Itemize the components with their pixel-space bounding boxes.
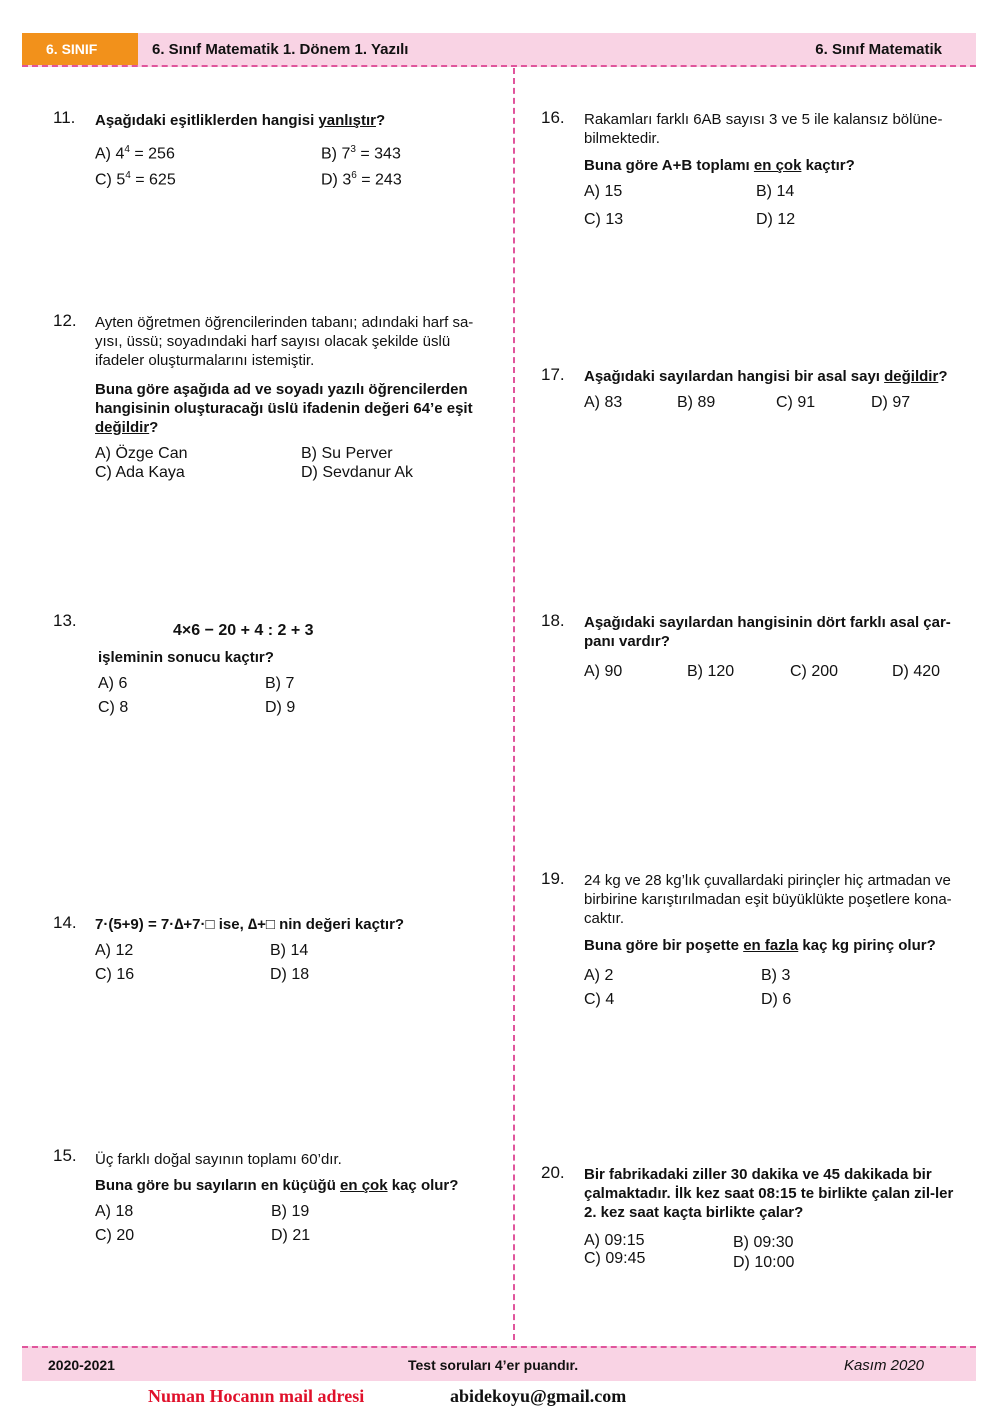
option-b[interactable]: B) 3 [761,967,791,984]
option-b[interactable]: B) 14 [756,183,795,200]
question-text: 24 kg ve 28 kg’lık çuvallardaki pirinçler hiç artmadan ve birbirine karıştırılmadan eşit büyüklükte poşetlere kona-caktır. [584,872,952,927]
option-c[interactable]: C) 91 [776,394,816,411]
option-c[interactable]: C) 09:45 [584,1250,646,1267]
school-year: 2020-2021 [48,1357,115,1373]
mail-label: Numan Hocanın mail adresi [148,1386,365,1406]
question-stem: işleminin sonucu kaçtır? [98,649,274,666]
option-b[interactable]: B) 89 [677,394,716,411]
option-d[interactable]: D) 9 [265,699,296,716]
question-number: 13. [53,611,77,630]
option-a[interactable]: A) 6 [98,675,128,692]
option-a[interactable]: A) 18 [95,1203,134,1220]
question-number: 12. [53,311,77,330]
question-number: 18. [541,611,565,630]
option-c[interactable]: C) 16 [95,966,135,983]
option-b[interactable]: B) Su Perver [301,445,393,462]
option-d[interactable]: D) 6 [761,991,792,1008]
page-footer [22,1346,976,1381]
question-number: 17. [541,365,565,384]
option-d[interactable]: D) 18 [270,966,310,983]
option-a[interactable]: A) 2 [584,967,614,984]
option-d[interactable]: D) 97 [871,394,911,411]
option-b[interactable]: B) 7 [265,675,295,692]
option-a[interactable]: A) 12 [95,942,134,959]
option-c[interactable]: C) $5^4 = 625$ [95,170,176,189]
question-text: Üç farklı doğal sayının toplamı 60’dır. [95,1151,342,1168]
option-d[interactable]: D) 10:00 [733,1254,795,1271]
question-stem: Bir fabrikadaki ziller 30 dakika ve 45 dakikada bir çalmaktadır. İlk kez saat 08:15 te birlikte çalan zil-ler 2. kez saat kaçta birlikte çalar? [584,1166,954,1221]
question-number: 11. [53,108,76,127]
option-a[interactable]: A) $4^4 = 256$ [95,144,175,163]
option-c[interactable]: C) 20 [95,1227,135,1244]
option-d[interactable]: D) $3^6 = 243$ [321,170,402,189]
math-expression: 4×6 − 20 + 4 : 2 + 3 [173,622,314,639]
option-c[interactable]: C) 4 [584,991,615,1008]
question-stem: Aşağıdaki eşitliklerden hangisi yanlıştır? [95,112,386,129]
option-a[interactable]: A) 15 [584,183,623,200]
scoring-note: Test soruları 4’er puandır. [408,1357,579,1373]
option-b[interactable]: B) 19 [271,1203,310,1220]
option-a[interactable]: A) 83 [584,394,623,411]
option-b[interactable]: B) 120 [687,663,735,680]
option-a[interactable]: A) Özge Can [95,445,188,462]
question-stem: Aşağıdaki sayılardan hangisi bir asal sayı değildir? [584,368,948,385]
option-d[interactable]: D) 21 [271,1227,311,1244]
subject-label: 6. Sınıf Matematik [815,41,942,58]
option-c[interactable]: C) 13 [584,211,624,228]
option-c[interactable]: C) Ada Kaya [95,464,185,481]
question-number: 14. [53,913,77,932]
question-stem: Aşağıdaki sayılardan hangisinin dört farklı asal çar-panı vardır? [584,614,951,650]
option-d[interactable]: D) 420 [892,663,941,680]
question-text: Rakamları farklı 6AB sayısı 3 ve 5 ile kalansız bölüne-bilmektedir. [584,111,943,147]
question-number: 19. [541,869,565,888]
question-stem: 7·(5+9) = 7·∆+7·□ ise, ∆+□ nin değeri kaçtır? [95,916,405,933]
option-a[interactable]: A) 09:15 [584,1232,645,1249]
grade-badge: 6. SINIF [22,33,138,65]
option-c[interactable]: C) 200 [790,663,839,680]
exam-title: 6. Sınıf Matematik 1. Dönem 1. Yazılı [152,41,409,58]
question-text: Ayten öğretmen öğrencilerinden tabanı; adındaki harf sa-yısı, üssü; soyadındaki harf sayısı olacak şekilde üslü ifadeler oluşturmalarını istemiştir. [95,314,474,369]
page-header [22,33,976,67]
option-c[interactable]: C) 8 [98,699,129,716]
question-stem: Buna göre aşağıda ad ve soyadı yazılı öğrencilerden hangisinin oluşturacağı üslü ifadenin değeri 64’e eşit değildir? [95,381,473,436]
option-b[interactable]: B) 14 [270,942,309,959]
math-expression: 7·(5+9) = 7·∆+7·□ [95,916,215,933]
mail-address[interactable]: abidekoyu@gmail.com [450,1386,627,1406]
option-b[interactable]: B) 09:30 [733,1234,794,1251]
question-stem: Buna göre bu sayıların en küçüğü en çok kaç olur? [95,1177,459,1194]
question-stem: Buna göre A+B toplamı en çok kaçtır? [584,157,855,174]
question-number: 20. [541,1163,565,1182]
option-b[interactable]: B) $7^3 = 343$ [321,144,401,163]
question-stem: Buna göre bir poşette en fazla kaç kg pirinç olur? [584,937,936,954]
column-divider [513,68,515,1340]
option-d[interactable]: D) 12 [756,211,796,228]
question-number: 15. [53,1146,77,1165]
option-a[interactable]: A) 90 [584,663,623,680]
question-number: 16. [541,108,565,127]
option-d[interactable]: D) Sevdanur Ak [301,464,414,481]
exam-date: Kasım 2020 [843,1357,924,1374]
